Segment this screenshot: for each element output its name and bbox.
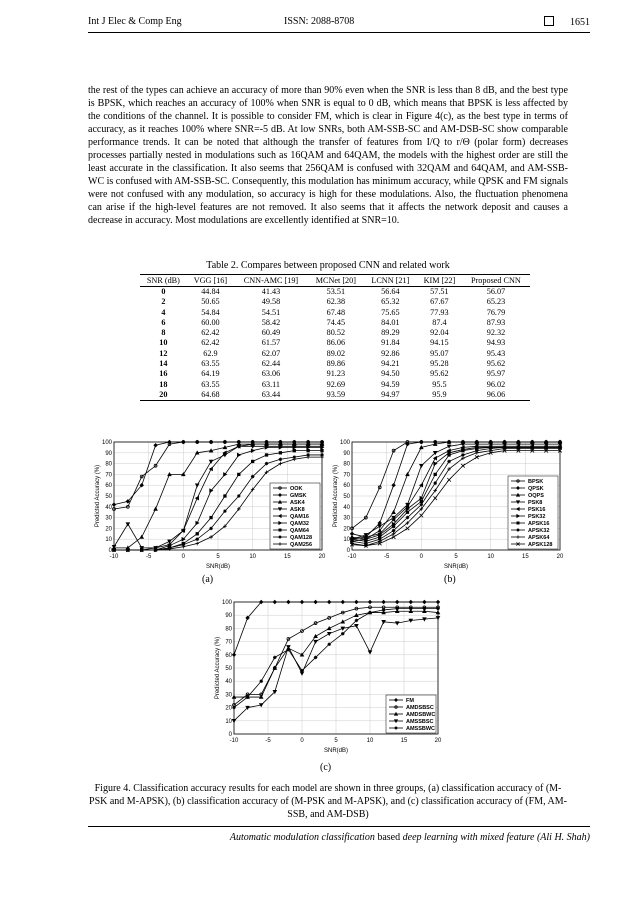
legend-entry: PSK8 bbox=[528, 500, 543, 506]
data-point bbox=[210, 516, 213, 519]
x-tick-label: -5 bbox=[383, 554, 390, 560]
table-cell: 75.65 bbox=[381, 307, 400, 317]
data-point bbox=[314, 600, 318, 604]
table-row bbox=[140, 380, 530, 390]
y-tick-label: 100 bbox=[221, 600, 232, 606]
table-snr-cell: 20 bbox=[140, 390, 187, 401]
table-row bbox=[140, 369, 530, 379]
data-point bbox=[420, 503, 424, 507]
data-point bbox=[251, 475, 255, 479]
x-axis-label: SNR(dB) bbox=[205, 564, 231, 570]
table-cell: 95.9 bbox=[417, 390, 462, 401]
page-number-block bbox=[544, 16, 590, 28]
table-cell: 92.04 bbox=[430, 328, 449, 338]
data-point bbox=[447, 460, 451, 464]
data-point bbox=[461, 464, 465, 468]
legend-entry: APSK64 bbox=[528, 535, 550, 541]
comparison-table bbox=[140, 274, 530, 401]
table-header-cell: MCNet [20] bbox=[308, 275, 364, 287]
y-tick-label: 20 bbox=[225, 705, 232, 712]
table-snr-cell: 18 bbox=[159, 379, 168, 389]
x-axis-label: SNR(dB) bbox=[323, 748, 349, 754]
legend-swatch-marker bbox=[517, 522, 519, 524]
table-cell: 94.97 bbox=[364, 390, 417, 401]
table-cell: 89.29 bbox=[381, 328, 400, 338]
running-footer bbox=[88, 832, 590, 843]
data-point bbox=[196, 532, 199, 535]
data-point bbox=[434, 473, 437, 476]
legend-entry: GMSK bbox=[290, 493, 307, 499]
x-tick-label: 0 bbox=[300, 738, 304, 744]
body-paragraph: the rest of the types can achieve an accuracy of more than 90% even when the SNR is less than 8 dB, and the best type is BPSK, which reaches an accuracy of 100% when SNR is equal to 0 dB, which means that BPSK is less affected by the conditions of the channel. It is possible to consider FM, which is clear in Figure 4(c), as the best type in terms of accuracy, as it reaches 100% where SNR=-5 dB. At low SNRs, both AM-SSB-SC and AM-DSB-SC show comparable performance trends. It can be noted that although the transfer of features from I/Q to r/Θ (polar form) decreases processes partially nested in modulations such as 16QAM and 64QAM, the models with the highest order are still the least accurate in the classification. It also seems that 256QAM is confused with 32QAM and 64QAM, and AM-SSB-WC is confused with AM-SSB-SC. Consequently, this modulation has minimum accuracy, while QPSK and FM signals were not confused with any modulation, so accuracy is high for these modulations. Also, the fluctuation phenomena can arise if the high-level features are not removed. It also seems that it affects the network deposit and causes a decrease in accuracy. Most modulations are excellently identified at SNR=10. bbox=[88, 85, 568, 226]
legend-entry: APSK16 bbox=[528, 521, 550, 527]
data-point bbox=[406, 511, 409, 514]
table-cell: 86.06 bbox=[326, 338, 346, 348]
chart-c bbox=[212, 596, 444, 756]
panel-label-c: (c) bbox=[320, 762, 332, 773]
table-cell: 65.23 bbox=[486, 297, 506, 307]
y-tick-label: 0 bbox=[108, 548, 112, 554]
table-row bbox=[140, 287, 530, 298]
y-tick-label: 40 bbox=[105, 504, 112, 511]
legend-swatch-marker bbox=[394, 726, 397, 729]
table-cell: 95.62 bbox=[430, 369, 449, 379]
table-cell: 57.51 bbox=[430, 287, 449, 296]
x-tick-label: 15 bbox=[521, 554, 529, 560]
table-cell: 63.44 bbox=[234, 390, 308, 401]
panel-label-b: (b) bbox=[444, 574, 456, 585]
data-point bbox=[195, 537, 199, 541]
table-cell: 94.15 bbox=[430, 338, 449, 348]
table-cell: 61.57 bbox=[261, 338, 281, 348]
x-tick-label: 15 bbox=[283, 554, 291, 560]
table-row bbox=[140, 308, 530, 318]
legend bbox=[270, 483, 320, 549]
table-cell: 60.49 bbox=[261, 328, 281, 338]
data-point bbox=[433, 456, 436, 460]
table-snr-cell: 2 bbox=[161, 297, 166, 307]
table-row bbox=[140, 390, 530, 401]
data-point bbox=[112, 503, 116, 507]
table-cell: 84.01 bbox=[381, 317, 400, 327]
data-point bbox=[368, 611, 372, 615]
x-tick-label: -10 bbox=[229, 738, 239, 744]
legend-entry: QPSK bbox=[528, 486, 544, 492]
data-point bbox=[327, 600, 331, 604]
figure-caption: Figure 4. Classification accuracy results for each model are shown in three groups, (a) classification accuracy of (M-PSK and M-APSK), (b) classification accuracy of (M-PSK and M-APSK), and (c) classification accuracy of (FM, AM-SSB, and AM-DSB) bbox=[89, 783, 567, 820]
table-cell: 56.07 bbox=[486, 287, 506, 296]
journal-name: Int J Elec & Comp Eng bbox=[88, 16, 182, 27]
table-snr-cell: 0 bbox=[161, 287, 166, 296]
x-tick-label: -5 bbox=[265, 738, 271, 744]
legend-entry: APSK128 bbox=[528, 542, 553, 548]
table-cell: 62.42 bbox=[201, 338, 220, 348]
data-point bbox=[314, 635, 318, 638]
y-tick-label: 10 bbox=[343, 537, 350, 544]
y-tick-label: 60 bbox=[105, 483, 112, 490]
table-cell: 64.68 bbox=[187, 390, 234, 401]
table-cell: 94.50 bbox=[381, 369, 400, 379]
running-header bbox=[88, 16, 590, 32]
table-cell: 63.55 bbox=[201, 359, 220, 369]
y-tick-label: 0 bbox=[346, 548, 350, 554]
x-tick-label: 10 bbox=[487, 554, 495, 560]
table-cell: 74.45 bbox=[326, 317, 346, 327]
table-row bbox=[140, 338, 530, 348]
table-snr-cell: 6 bbox=[161, 317, 166, 327]
table-cell: 54.51 bbox=[261, 307, 281, 317]
y-tick-label: 70 bbox=[225, 639, 232, 646]
table-cell: 63.55 bbox=[201, 379, 220, 389]
table-cell: 58.42 bbox=[261, 317, 281, 327]
legend-entry: PSK16 bbox=[528, 507, 546, 513]
legend-entry: QAM128 bbox=[290, 535, 313, 541]
table-cell: 87.93 bbox=[486, 317, 506, 327]
data-point bbox=[237, 453, 240, 457]
y-tick-label: 90 bbox=[225, 613, 232, 620]
table-snr-cell: 12 bbox=[159, 348, 168, 358]
data-point bbox=[447, 478, 451, 482]
legend-entry: AMDSBSC bbox=[406, 705, 434, 711]
table-cell: 62.07 bbox=[261, 348, 281, 358]
data-point bbox=[462, 449, 465, 452]
table-cell: 56.64 bbox=[381, 287, 400, 296]
table-cell: 93.59 bbox=[308, 390, 364, 401]
table-cell: 60.00 bbox=[201, 317, 220, 327]
table-cell: 54.84 bbox=[201, 307, 220, 317]
legend-entry: APSK32 bbox=[528, 528, 550, 534]
y-axis-label: Predicted Accuracy (%) bbox=[333, 464, 339, 528]
data-point bbox=[273, 600, 277, 604]
table-row bbox=[140, 328, 530, 338]
page-number: 1651 bbox=[570, 17, 590, 28]
legend bbox=[508, 476, 558, 549]
x-tick-label: 5 bbox=[454, 554, 458, 560]
x-tick-label: 0 bbox=[181, 554, 186, 560]
data-point bbox=[448, 454, 451, 457]
data-point bbox=[355, 600, 359, 604]
table-cell: 92.69 bbox=[326, 379, 346, 389]
x-tick-label: 20 bbox=[434, 738, 442, 744]
table-header-cell: VGG [16] bbox=[187, 275, 234, 287]
table-caption: Table 2. Compares between proposed CNN and related work bbox=[206, 260, 450, 271]
legend-swatch-marker bbox=[279, 529, 281, 531]
data-point bbox=[433, 481, 437, 485]
legend-entry: BPSK bbox=[528, 479, 544, 485]
legend-entry: ASK8 bbox=[290, 507, 305, 513]
panel-label-a: (a) bbox=[202, 574, 214, 585]
data-point bbox=[392, 529, 396, 533]
table-header-cell: CNN-AMC [19] bbox=[234, 275, 308, 287]
table-cell: 96.02 bbox=[486, 379, 506, 389]
x-tick-label: 5 bbox=[334, 738, 338, 744]
table-cell: 62.9 bbox=[203, 348, 218, 358]
y-tick-label: 20 bbox=[105, 526, 112, 533]
table-cell: 53.51 bbox=[326, 287, 346, 296]
footer-title-part3: deep learning with mixed feature (Ali H. Shah) bbox=[402, 832, 590, 843]
legend bbox=[386, 695, 436, 733]
table-cell: 95.43 bbox=[486, 348, 506, 358]
y-tick-label: 30 bbox=[105, 515, 112, 522]
y-tick-label: 100 bbox=[339, 440, 350, 446]
y-tick-label: 50 bbox=[225, 666, 232, 672]
table-cell: 65.32 bbox=[381, 297, 400, 307]
table-cell: 91.84 bbox=[381, 338, 400, 348]
y-tick-label: 40 bbox=[225, 679, 232, 686]
data-point bbox=[436, 600, 440, 604]
y-tick-label: 0 bbox=[228, 732, 232, 738]
table-cell: 91.23 bbox=[326, 369, 346, 379]
x-axis-label: SNR(dB) bbox=[443, 564, 469, 570]
table-cell: 67.48 bbox=[326, 307, 346, 317]
data-point bbox=[368, 651, 372, 654]
y-tick-label: 70 bbox=[343, 472, 350, 479]
legend-entry: AMSSBWC bbox=[406, 726, 436, 732]
table-cell: 62.42 bbox=[201, 328, 220, 338]
data-point bbox=[420, 500, 423, 503]
data-point bbox=[287, 600, 291, 604]
table-cell: 89.02 bbox=[326, 348, 346, 358]
data-point bbox=[420, 464, 424, 467]
x-tick-label: 15 bbox=[400, 738, 408, 744]
data-point bbox=[154, 507, 158, 510]
y-tick-label: 80 bbox=[343, 461, 350, 468]
legend-entry: QAM32 bbox=[290, 521, 309, 527]
data-point bbox=[237, 473, 240, 476]
table-cell: 94.59 bbox=[381, 379, 400, 389]
legend-entry: OOK bbox=[290, 486, 303, 492]
y-tick-label: 20 bbox=[343, 526, 350, 533]
data-point bbox=[237, 494, 241, 498]
data-point bbox=[321, 449, 324, 452]
table-cell: 95.62 bbox=[486, 359, 506, 369]
table-row bbox=[140, 318, 530, 328]
table-header-cell: Proposed CNN bbox=[462, 275, 530, 287]
table-cell: 94.21 bbox=[381, 359, 400, 369]
x-tick-label: -10 bbox=[109, 554, 119, 560]
table-cell: 41.43 bbox=[261, 287, 281, 296]
table-cell: 62.44 bbox=[261, 359, 281, 369]
y-tick-label: 50 bbox=[343, 494, 350, 500]
table-cell: 80.52 bbox=[326, 328, 346, 338]
legend-entry: QAM256 bbox=[290, 542, 313, 548]
table-header-cell: KIM [22] bbox=[417, 275, 462, 287]
y-axis-label: Predicted Accuracy (%) bbox=[215, 636, 221, 700]
data-point bbox=[251, 460, 254, 463]
table-cell: 76.79 bbox=[486, 307, 506, 317]
data-point bbox=[300, 600, 304, 604]
data-point bbox=[378, 525, 382, 528]
legend-swatch-marker bbox=[278, 535, 281, 538]
x-tick-label: 20 bbox=[556, 554, 564, 560]
table-cell: 87.4 bbox=[432, 317, 447, 327]
data-point bbox=[279, 457, 283, 461]
table-snr-cell: 8 bbox=[161, 328, 166, 338]
table-cell: 64.19 bbox=[201, 369, 220, 379]
legend-entry: QAM64 bbox=[290, 528, 309, 534]
x-tick-label: 10 bbox=[366, 738, 374, 744]
legend-entry: ASK4 bbox=[290, 500, 305, 506]
legend-entry: QAM16 bbox=[290, 514, 309, 520]
issn: ISSN: 2088-8708 bbox=[284, 16, 355, 27]
legend-swatch-marker bbox=[516, 528, 519, 531]
x-tick-label: 0 bbox=[419, 554, 424, 560]
y-axis-label: Predicted Accuracy (%) bbox=[95, 464, 101, 528]
data-point bbox=[392, 510, 396, 513]
data-point bbox=[423, 600, 427, 604]
y-tick-label: 90 bbox=[343, 450, 350, 457]
y-tick-label: 60 bbox=[225, 652, 232, 659]
header-rule bbox=[88, 32, 590, 33]
y-tick-label: 80 bbox=[105, 461, 112, 468]
x-tick-label: -10 bbox=[347, 554, 357, 560]
data-point bbox=[433, 496, 437, 500]
data-point bbox=[392, 525, 395, 528]
data-point bbox=[392, 535, 396, 539]
table-cell: 44.84 bbox=[201, 287, 220, 296]
data-point bbox=[265, 462, 269, 466]
data-point bbox=[341, 600, 345, 604]
x-tick-label: 5 bbox=[216, 554, 220, 560]
data-point bbox=[195, 542, 199, 546]
data-point bbox=[140, 535, 144, 538]
table-cell: 63.06 bbox=[261, 369, 281, 379]
legend-entry: OQPS bbox=[528, 493, 544, 499]
table-cell: 49.58 bbox=[261, 297, 281, 307]
y-tick-label: 10 bbox=[225, 718, 232, 725]
data-point bbox=[279, 451, 282, 454]
chart-svg bbox=[92, 436, 328, 572]
data-point bbox=[368, 600, 372, 604]
legend-entry: FM bbox=[406, 698, 414, 704]
checkbox-icon bbox=[544, 16, 554, 26]
table-header-cell: LCNN [21] bbox=[364, 275, 417, 287]
data-point bbox=[395, 600, 399, 604]
table-cell: 67.67 bbox=[430, 297, 449, 307]
y-tick-label: 70 bbox=[105, 472, 112, 479]
table-cell: 95.28 bbox=[430, 359, 449, 369]
y-tick-label: 100 bbox=[101, 440, 112, 446]
table-cell: 95.5 bbox=[432, 379, 447, 389]
data-point bbox=[209, 460, 213, 463]
y-tick-label: 90 bbox=[105, 450, 112, 457]
table-row bbox=[140, 297, 530, 307]
table-cell: 63.11 bbox=[261, 379, 281, 389]
table-cell: 96.06 bbox=[462, 390, 530, 401]
data-point bbox=[382, 608, 386, 612]
y-tick-label: 30 bbox=[225, 692, 232, 699]
y-tick-label: 10 bbox=[105, 537, 112, 544]
footer-title-part1: Automatic modulation classification bbox=[229, 832, 375, 843]
y-tick-label: 40 bbox=[343, 504, 350, 511]
data-point bbox=[327, 632, 331, 635]
chart-a bbox=[92, 436, 328, 572]
table-cell: 95.07 bbox=[430, 348, 449, 358]
x-tick-label: 20 bbox=[318, 554, 326, 560]
data-point bbox=[461, 453, 465, 457]
chart-svg bbox=[330, 436, 566, 572]
footer-title-part2: based bbox=[374, 832, 403, 843]
table-cell: 95.97 bbox=[486, 369, 506, 379]
table-header-cell: SNR (dB) bbox=[140, 275, 187, 287]
data-point bbox=[279, 462, 283, 466]
table-cell: 62.38 bbox=[326, 297, 346, 307]
chart-svg bbox=[212, 596, 444, 756]
table-snr-cell: 4 bbox=[161, 307, 166, 317]
data-point bbox=[232, 653, 236, 657]
data-point bbox=[273, 656, 277, 660]
table-header-row bbox=[140, 275, 530, 287]
x-tick-label: -5 bbox=[145, 554, 152, 560]
table-cell: 92.32 bbox=[486, 328, 506, 338]
data-point bbox=[265, 454, 268, 457]
table-snr-cell: 10 bbox=[159, 338, 168, 348]
table-cell: 94.93 bbox=[486, 338, 506, 348]
x-tick-label: 10 bbox=[249, 554, 257, 560]
y-tick-label: 80 bbox=[225, 626, 232, 633]
legend-entry: AMSSBSC bbox=[406, 719, 434, 725]
data-point bbox=[154, 443, 158, 447]
data-point bbox=[307, 449, 310, 452]
data-point bbox=[409, 600, 413, 604]
footer-rule bbox=[88, 826, 590, 827]
table-body bbox=[140, 287, 530, 401]
legend-entry: PSK32 bbox=[528, 514, 546, 520]
table-cell: 89.86 bbox=[326, 359, 346, 369]
y-tick-label: 30 bbox=[343, 515, 350, 522]
table-row bbox=[140, 349, 530, 359]
data-point bbox=[392, 483, 396, 487]
table-cell: 50.65 bbox=[201, 297, 220, 307]
y-tick-label: 50 bbox=[105, 494, 112, 500]
table-row bbox=[140, 359, 530, 369]
data-point bbox=[293, 449, 296, 452]
table-snr-cell: 16 bbox=[159, 369, 168, 379]
y-tick-label: 60 bbox=[343, 483, 350, 490]
data-point bbox=[382, 600, 386, 604]
chart-b bbox=[330, 436, 566, 572]
data-point bbox=[224, 495, 227, 498]
table-cell: 77.93 bbox=[430, 307, 449, 317]
table-cell: 92.86 bbox=[381, 348, 400, 358]
table-snr-cell: 14 bbox=[159, 359, 168, 369]
legend-entry: AMDSBWC bbox=[406, 712, 436, 718]
